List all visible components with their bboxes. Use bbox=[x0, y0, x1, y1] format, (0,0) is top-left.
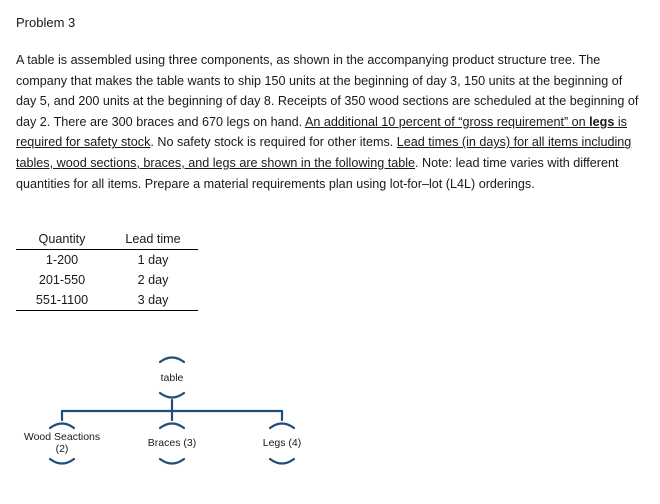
root-node-top-arc bbox=[160, 358, 184, 363]
safety-stock-text: An additional 10 percent of “gross requirement” on bbox=[304, 114, 590, 129]
problem-title: Problem 3 bbox=[16, 15, 76, 30]
legs-emphasis: legs bbox=[589, 114, 615, 129]
wood-node-top-arc bbox=[50, 424, 74, 429]
root-node-bottom-arc bbox=[160, 393, 184, 398]
legs-node-top-arc bbox=[270, 424, 294, 429]
wood-sections-label: Wood Seactions bbox=[23, 431, 101, 443]
quantity-cell: 551-1100 bbox=[35, 293, 89, 307]
wood-sections-quantity: (2) bbox=[55, 443, 69, 455]
text-part-2: . No safety stock is required for other items. bbox=[150, 135, 397, 150]
quantity-cell: 201-550 bbox=[38, 273, 86, 287]
tree-node-table: table bbox=[160, 372, 184, 384]
braces-node-top-arc bbox=[160, 424, 184, 429]
quantity-cell: 1-200 bbox=[45, 253, 79, 267]
header-lead-time: Lead time bbox=[125, 232, 181, 246]
braces-node-bottom-arc bbox=[160, 459, 184, 464]
lead-time-cell: 2 day bbox=[137, 273, 169, 287]
header-quantity: Quantity bbox=[38, 232, 86, 246]
tree-node-legs: Legs (4) bbox=[262, 437, 302, 449]
lead-time-cell: 3 day bbox=[137, 293, 169, 307]
safety-stock-end: is required for safety stock bbox=[16, 114, 627, 150]
wood-node-bottom-arc bbox=[50, 459, 74, 464]
text-part-3: . Note: lead time varies with different quantities for all items. Prepare a material requirements plan using lot-for–lot (L4L) orderings. bbox=[16, 155, 619, 191]
tree-node-braces: Braces (3) bbox=[147, 437, 197, 449]
text-part-1: A table is assembled using three components, as shown in the accompanying product structure tree. The company that makes the table wants to ship 150 units at the beginning of day 3, 150 units at the beginning of day 5, and 200 units at the beginning of day 8. Receipts of 350 wood sections are scheduled at the beginning of day 2. There are 300 braces and 670 legs on hand. bbox=[16, 53, 639, 129]
legs-node-bottom-arc bbox=[270, 459, 294, 464]
lead-time-note: Lead times (in days) for all items including tables, wood sections, braces, and legs are shown in the following table bbox=[16, 135, 632, 170]
tree-node-wood-sections bbox=[12, 431, 112, 455]
lead-time-cell: 1 day bbox=[137, 253, 169, 267]
